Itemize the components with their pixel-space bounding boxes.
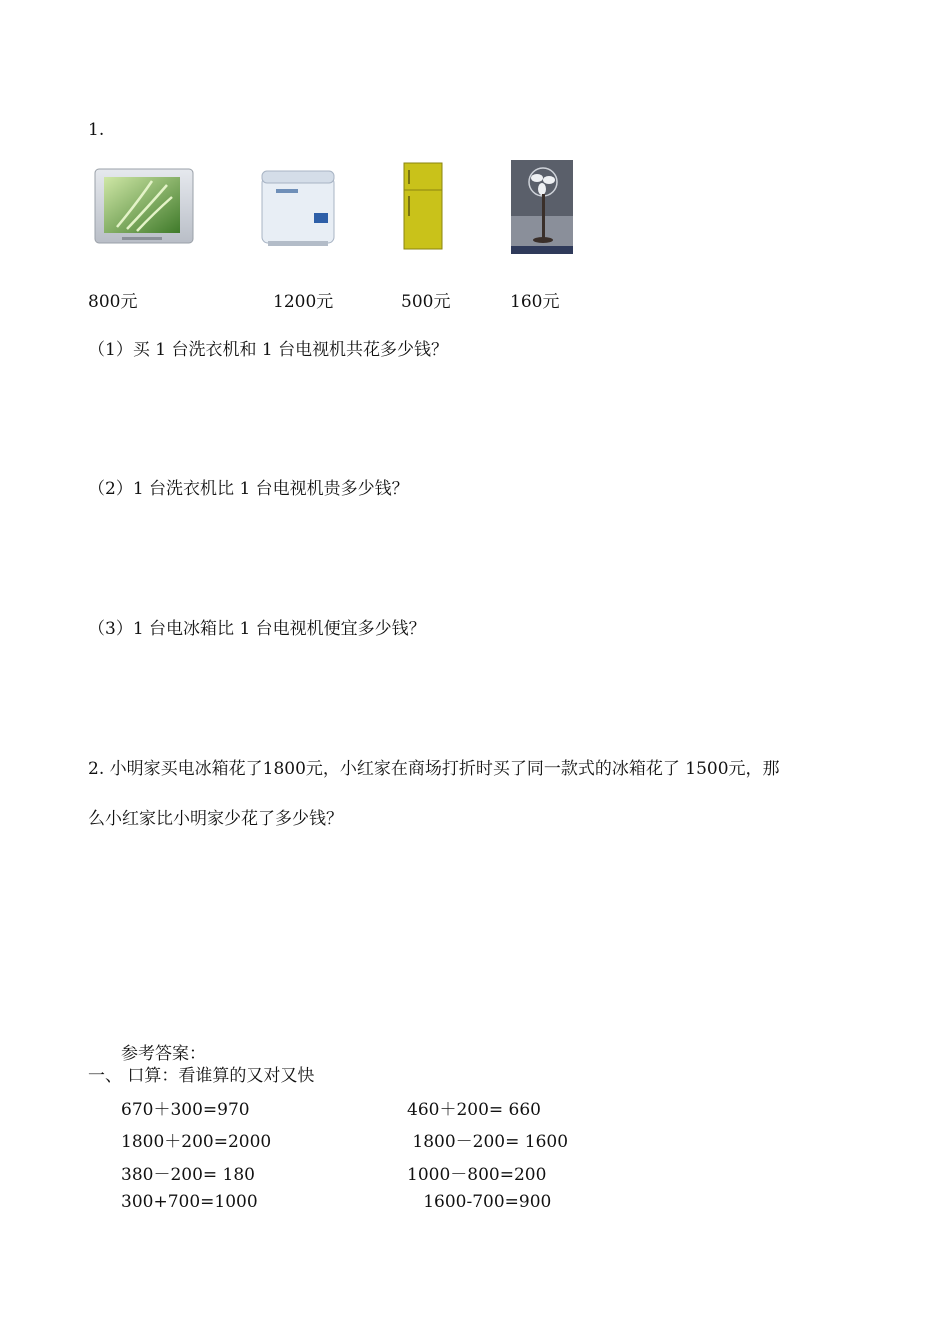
answers-section-title: 一、 口算：看谁算的又对又快: [88, 1066, 315, 1086]
refrigerator-price: 500元: [401, 292, 451, 312]
answers-heading: 参考答案：: [121, 1044, 206, 1064]
tv-price: 800元: [88, 292, 138, 312]
answer-row-4-left: 300+700=1000: [121, 1192, 258, 1212]
fan-image: [511, 160, 573, 254]
sub-question-3: （3）1 台电冰箱比 1 台电视机便宜多少钱？: [88, 619, 426, 639]
answer-row-3-right: 1000－800=200: [407, 1165, 547, 1185]
answer-row-1-right: 460＋200= 660: [407, 1100, 541, 1120]
refrigerator-image: [402, 160, 444, 252]
answer-row-2-left: 1800＋200=2000: [121, 1132, 272, 1152]
question-2-line-2: 么小红家比小明家少花了多少钱？: [88, 809, 343, 829]
answer-row-4-right: 1600-700=900: [407, 1192, 552, 1212]
sub-question-2: （2）1 台洗衣机比 1 台电视机贵多少钱？: [88, 479, 409, 499]
question-2-line-1: 2. 小明家买电冰箱花了1800元，小红家在商场打折时买了同一款式的冰箱花了 1500元，那: [88, 759, 780, 779]
washing-machine-image: [258, 165, 338, 249]
question-1-number: 1.: [88, 120, 105, 140]
sub-question-1: （1）买 1 台洗衣机和 1 台电视机共花多少钱？: [88, 340, 449, 360]
fan-price: 160元: [510, 292, 560, 312]
answer-row-1-left: 670＋300=970: [121, 1100, 250, 1120]
answer-row-3-left: 380－200= 180: [121, 1165, 255, 1185]
tv-image: [92, 163, 196, 247]
answer-row-2-right: 1800－200= 1600: [407, 1132, 569, 1152]
washing-machine-price: 1200元: [273, 292, 334, 312]
